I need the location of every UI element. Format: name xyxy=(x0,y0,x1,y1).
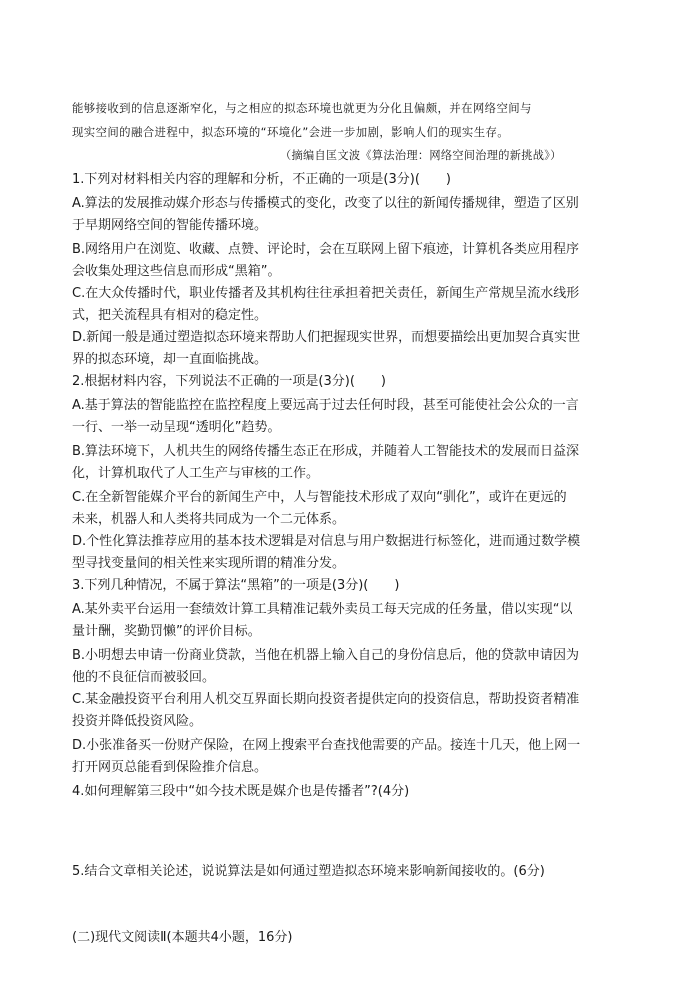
option-text: B.网络用户在浏览、收藏、点赞、评论时，会在互联网上留下痕迹，计算机各类应用程序 xyxy=(72,242,580,257)
option-text: 打开网页总能看到保险推介信息。 xyxy=(72,760,268,775)
option-text: C.某金融投资平台利用人机交互界面长期向投资者提供定向的投资信息，帮助投资者精准 xyxy=(72,692,580,707)
option-text: 于早期网络空间的智能传播环境。 xyxy=(72,218,268,233)
option-text: A.某外卖平台运用一套绩效计算工具精准记载外卖员工每天完成的任务量，借以实现“以 xyxy=(72,602,573,617)
option-text: A.基于算法的智能监控在监控程度上要远高于过去任何时段，甚至可能使社会公众的一言 xyxy=(72,398,579,413)
option-text: C.在大众传播时代，职业传播者及其机构往往承担着把关责任，新闻生产常规呈流水线形 xyxy=(72,286,580,301)
question-stem: 3.下列几种情况，不属于算法“黑箱”的一项是(3分)( ) xyxy=(72,578,400,593)
option-text: 投资并降低投资风险。 xyxy=(72,714,203,729)
option-text: 化，计算机取代了人工生产与审核的工作。 xyxy=(72,466,320,481)
option-text: 一行、一举一动呈现“透明化”趋势。 xyxy=(72,420,281,435)
option-text: D.个性化算法推荐应用的基本技术逻辑是对信息与用户数据进行标签化，进而通过数学模 xyxy=(72,534,581,549)
section-heading: (二)现代文阅读Ⅱ(本题共4小题，16分) xyxy=(72,930,293,945)
intro-line-1: 能够接收到的信息逐渐窄化，与之相应的拟态环境也就更为分化且偏颇，并在网络空间与 xyxy=(72,101,532,115)
option-text: 未来，机器人和人类将共同成为一个二元体系。 xyxy=(72,512,346,527)
option-text: 他的不良征信而被驳回。 xyxy=(72,670,216,685)
question-stem: 4.如何理解第三段中“如今技术既是媒介也是传播者”?(4分) xyxy=(72,784,410,799)
option-text: 型寻找变量间的相关性来实现所谓的精准分发。 xyxy=(72,556,346,571)
option-text: 界的拟态环境，却一直面临挑战。 xyxy=(72,352,268,367)
question-stem: 1.下列对材料相关内容的理解和分析，不正确的一项是(3分)( ) xyxy=(72,172,451,187)
question-stem: 2.根据材料内容，下列说法不正确的一项是(3分)( ) xyxy=(72,374,386,389)
question-stem: 5.结合文章相关论述，说说算法是如何通过塑造拟态环境来影响新闻接收的。(6分) xyxy=(72,864,545,879)
intro-line-2: 现实空间的融合进程中，拟态环境的“环境化”会进一步加剧，影响人们的现实生存。 xyxy=(72,125,510,139)
option-text: B.小明想去申请一份商业贷款，当他在机器上输入自己的身份信息后，他的贷款申请因为 xyxy=(72,648,580,663)
option-text: 式，把关流程具有相对的稳定性。 xyxy=(72,308,268,323)
option-text: C.在全新智能媒介平台的新闻生产中，人与智能技术形成了双向“驯化”，或许在更远的 xyxy=(72,490,567,505)
source-citation: （摘编自匡文波《算法治理：网络空间治理的新挑战》） xyxy=(280,149,562,162)
option-text: 量计酬，奖勤罚懒”的评价目标。 xyxy=(72,624,261,639)
option-text: B.算法环境下，人机共生的网络传播生态正在形成，并随着人工智能技术的发展而日益深 xyxy=(72,444,580,459)
option-text: D.小张准备买一份财产保险，在网上搜索平台查找他需要的产品。接连十几天，他上网一 xyxy=(72,738,581,753)
option-text: A.算法的发展推动媒介形态与传播模式的变化，改变了以往的新闻传播规律，塑造了区别 xyxy=(72,196,579,211)
option-text: 会收集处理这些信息而形成“黑箱”。 xyxy=(72,264,281,279)
option-text: D.新闻一般是通过塑造拟态环境来帮助人们把握现实世界，而想要描绘出更加契合真实世 xyxy=(72,330,581,345)
